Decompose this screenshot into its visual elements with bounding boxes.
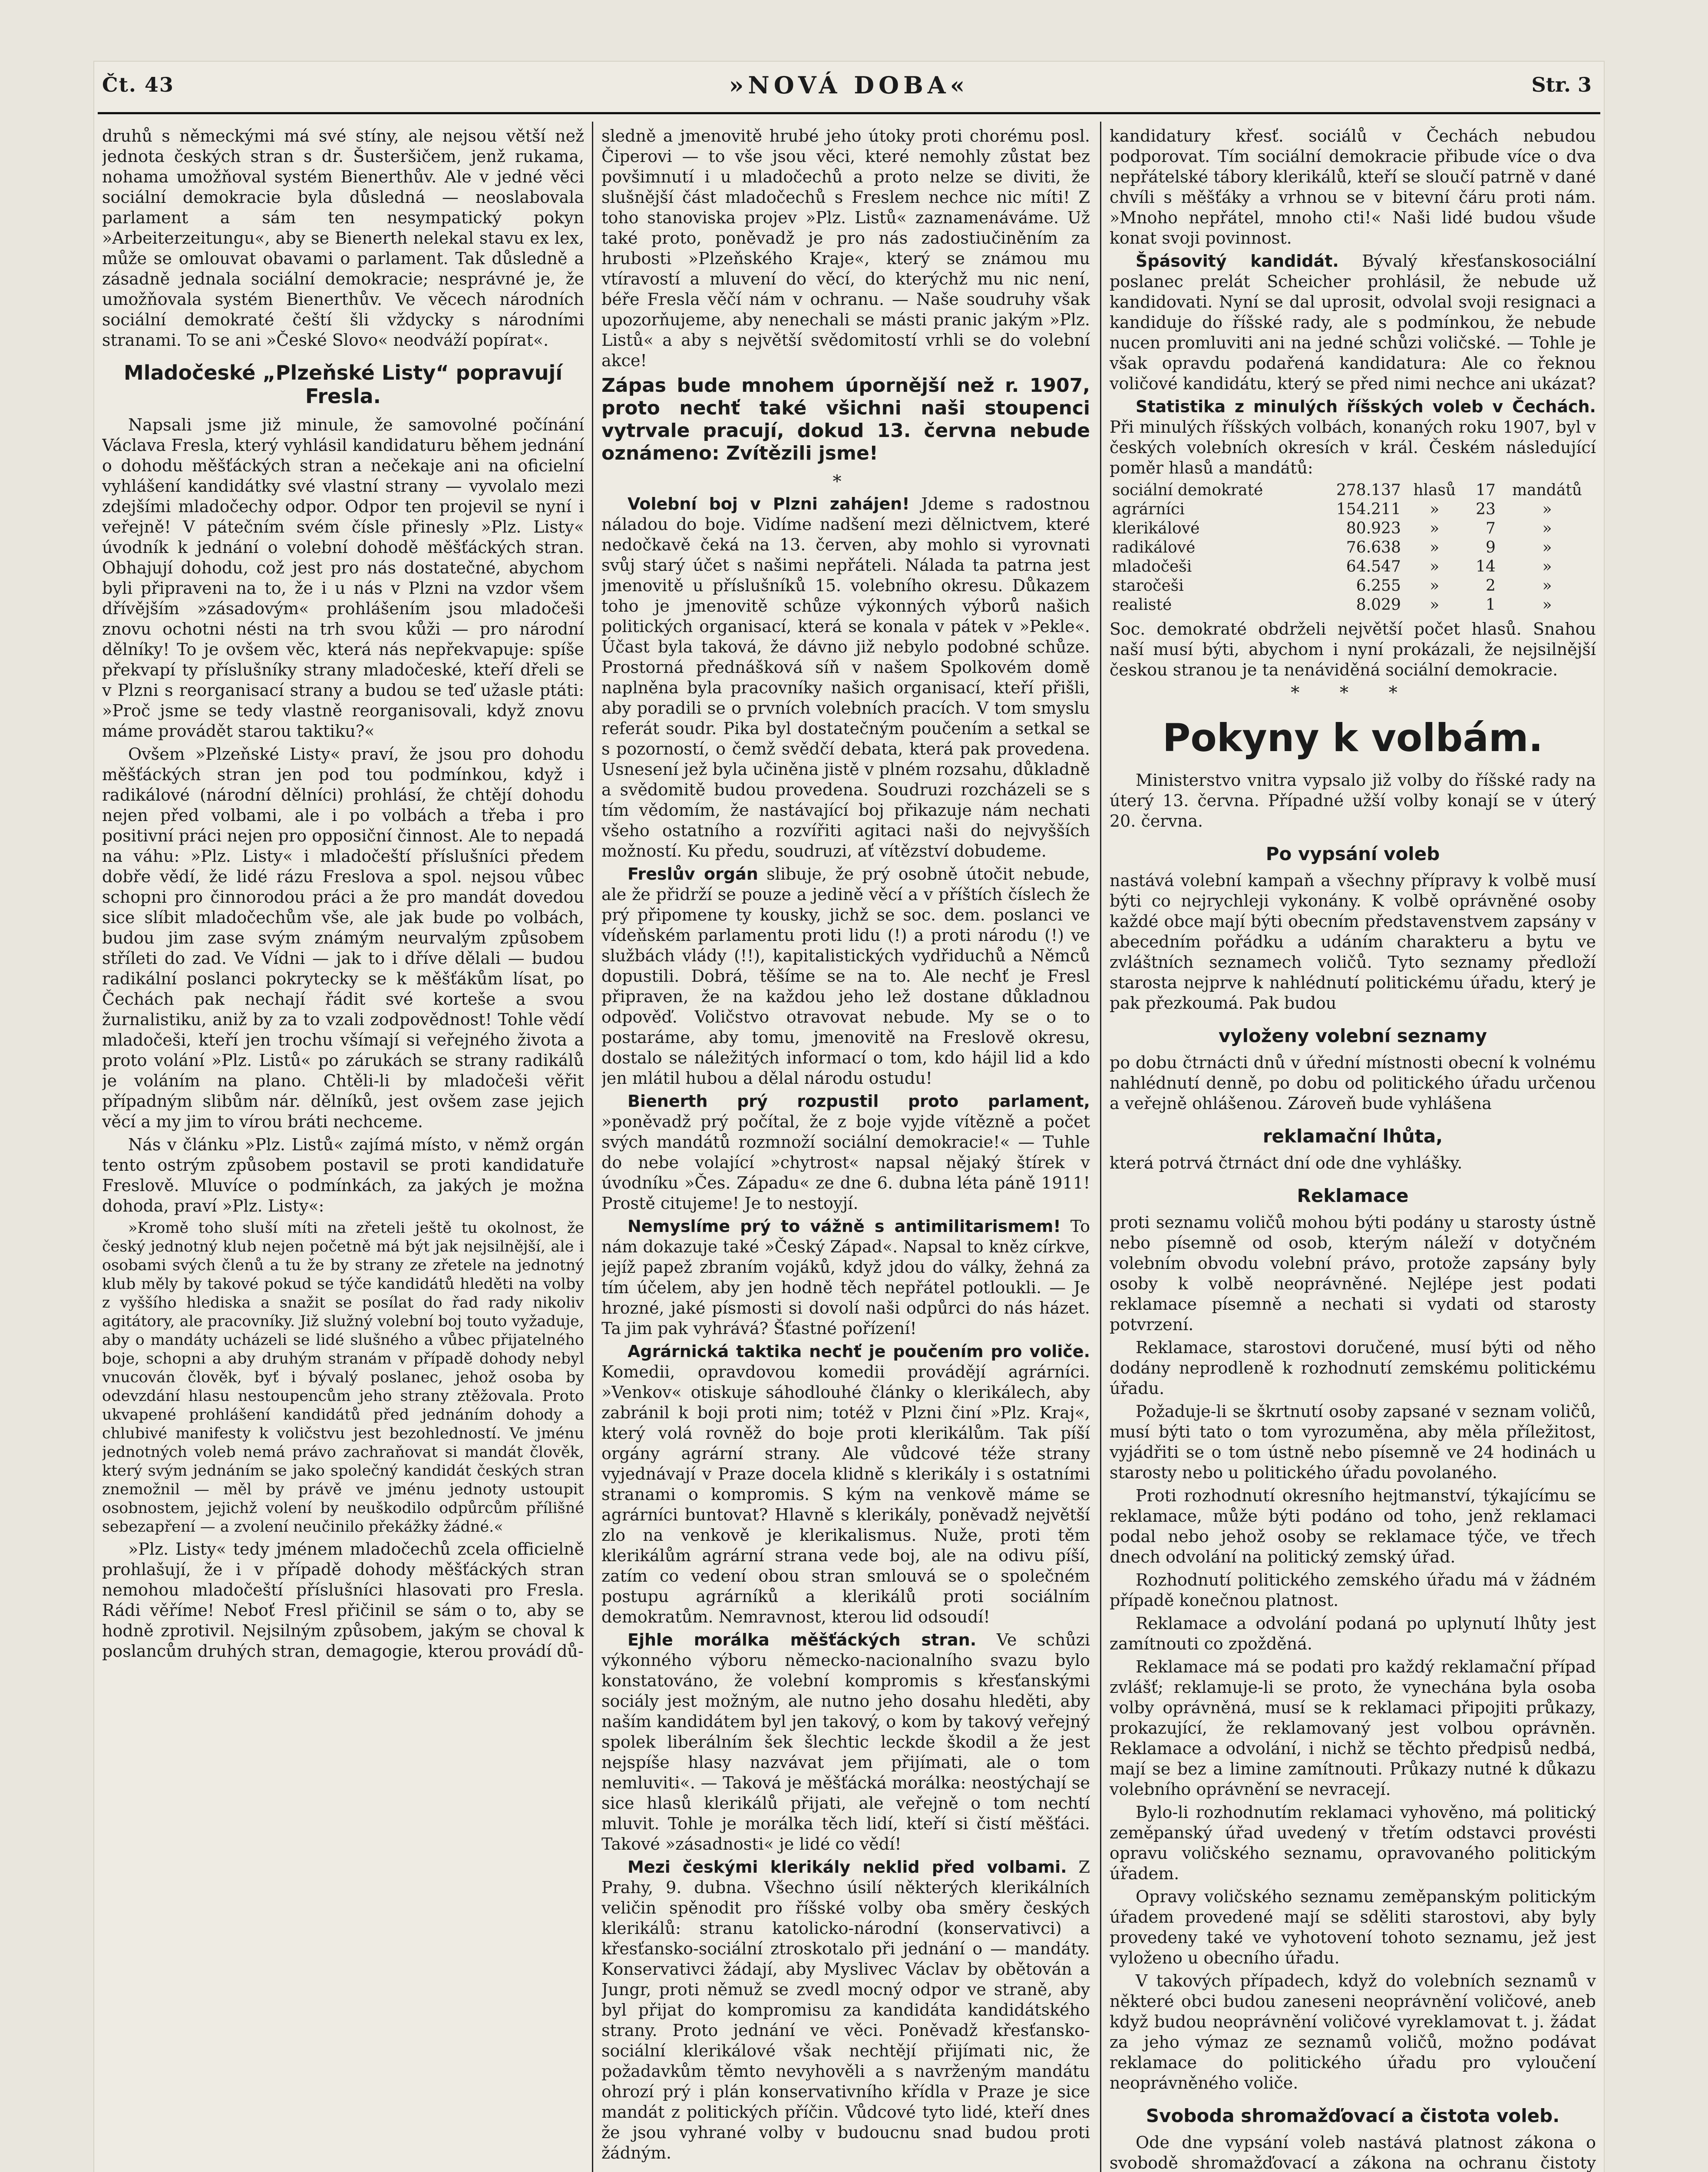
article-headline: Mladočeské „Plzeňské Listy“ popravují Fresla. <box>123 361 563 408</box>
stats-row <box>1110 596 1596 615</box>
stats-votes: 8.029 <box>1356 596 1401 614</box>
stats-party: agrárníci <box>1112 500 1185 518</box>
item-heading: Freslův orgán <box>628 864 758 884</box>
issue-number: Čt. 43 <box>102 73 174 96</box>
stats-votes: 64.547 <box>1346 558 1401 576</box>
article-text: Při minulých říšských volbách, konaných roku 1907, byl v českých volebních okresích v král. Českém následující poměr hlasů a mandátů: <box>1110 417 1596 477</box>
stats-mid: » <box>1430 558 1440 576</box>
article-text: slibuje, že prý osobně útočit nebude, ale že přidrží se pouze a jedině věcí a v příštích číslech že prý připomene ty kousky, jichž se soc. dem. poslanci ve vídeňském parlamentu proti lidu (!) a proti národu (!) ve službách vlády (!!), kapitalistických vydřiduchů a Němců dopustili. Dobrá, těšíme se na to. Ale nechť je Fresl připraven, že na každou jeho lež dostane důkladnou odpověď. Voličstvo otravovat nebude. My se o to postaráme, aby tomu, jmenovitě na Freslově okresu, dostalo se náležitých informací o tom, kdo hájil lid a kdo jen mlátil hubou a dělal národu ostudu! <box>601 864 1090 1088</box>
subheading: Svoboda shromažďovací a čistota voleb. <box>1146 2105 1560 2126</box>
section-banner: Pokyny k volbám. <box>1162 715 1543 760</box>
stats-unit: » <box>1542 577 1552 595</box>
stats-unit: » <box>1542 539 1552 556</box>
stats-mid: » <box>1430 596 1440 614</box>
newspaper-page <box>93 61 1605 2172</box>
call-to-action: Zápas bude mnohem úpornější než r. 1907, proto nechť také všichni naši stoupenci vytrvale pracují, dokud 13. června nebude oznámeno: Zvítězili jsme! <box>601 374 1090 464</box>
stats-unit: mandátů <box>1512 481 1582 499</box>
item-heading: Bienerth prý rozpustil proto parlament, <box>628 1092 1090 1111</box>
subheading: Reklamace <box>1297 1185 1409 1206</box>
stats-seats: 2 <box>1486 577 1496 595</box>
column-1 <box>102 126 584 2172</box>
stats-votes: 80.923 <box>1346 520 1401 537</box>
article-text: Bylo-li rozhodnutím reklamaci vyhověno, má politický zeměpanský úřad uvedený v třetím odstavci provésti opravu voličského seznamu, opravovaného politickým úřadem. <box>1110 1803 1596 1883</box>
article-text: proti seznamu voličů mohou býti podány u starosty ústně nebo písemně od osob, kterým náleží v dotyčném volebním obvodu volební právo, protože zapsány byly osoby k volbě neoprávněné. Nejlépe jest podati reklamace písemně a nechati si vydati od starosty potvrzení. <box>1110 1213 1596 1334</box>
quoted-text: »Kromě toho sluší míti na zřeteli ještě tu okolnost, že český jednotný klub nejen početně má být jak nejsilnější, ale i osobami svých členů a tu že by strany ze zřetele na jednotný klub měly by takové pokud se týče kandidátů hleděti na volby z vyššího hlediska a snažit se posílat do řad rady nikoliv agitátory, ale pracovníky. Již služný volební boj touto vyžaduje, aby o mandáty ucházeli se lidé slušného a vůbec přijatelného boje, schopni a aby druhým stranám v případě dohody nebyl vnucován člověk, byť i bývalý poslanec, jehož osoba by odevzdání hlasu nestoupencům jeho strany ztěžovala. Proto ukvapené prohlášení kandidátů před jednáním dohody a chlubivé manifesty k voličstvu jest bezohledností. Ve jménu jednotných voleb nemá právo zachraňovat si mandát člověk, který svým jednáním se jako společný kandidát českých stran znemožnil — měl by právě ve jménu jednoty ustoupit osobnostem, jejichž volení by neuškodilo odpůrcům přílišné sebezapření — a zvolení neučinilo překážky žádné.« <box>102 1219 584 1536</box>
stats-row <box>1110 519 1596 538</box>
stats-unit: » <box>1542 558 1552 576</box>
article-text: Rozhodnutí politického zemského úřadu má v žádném případě konečnou platnost. <box>1110 1570 1596 1610</box>
subheading: vyloženy volební seznamy <box>1218 1025 1487 1046</box>
stats-row <box>1110 557 1596 576</box>
column-3 <box>1110 126 1596 2172</box>
article-text: po dobu čtrnácti dnů v úřední místnosti obecní k volnému nahlédnutí denně, po dobu od politického úřadu určenou a veřejně ohlášenou. Zároveň bude vyhlášena <box>1110 1053 1596 1113</box>
item-heading: Špásovitý kandidát. <box>1136 252 1339 271</box>
item-heading: Volební boj v Plzni zahájen! <box>628 494 910 513</box>
article-text: Reklamace a odvolání podaná po uplynutí lhůty jest zamítnouti co zpožděná. <box>1110 1614 1596 1653</box>
article-text: V takových případech, když do volebních seznamů v některé obci budou zaneseni neoprávnění voličové, aneb když budou neoprávnění voličové vyreklamovat t. j. žádat za jeho výmaz ze seznamů voličů, možno podávat reklamace do politického úřadu pro vyloučení neoprávněného voliče. <box>1110 1971 1596 2093</box>
article-text: Reklamace, starostovi doručené, musí býti od něho dodány neprodleně k rozhodnutí zemskému politickému úřadu. <box>1110 1338 1596 1398</box>
separator-star: * <box>833 472 859 492</box>
stats-mid: » <box>1430 520 1440 537</box>
article-text: nastává volební kampaň a všechny přípravy k volbě musí býti co nejrychleji vykonány. K volbě oprávněné osoby každé obce mají býti obecním představenstvem zapsány v abecedním pořádku a udáním charakteru a bytu ve zvláštních seznamech voličů. Tyto seznamy předloží starosta nejprve k nahlédnutí politickému úřadu, který je pak přezkoumá. Pak budou <box>1110 871 1596 1013</box>
item-heading: Ejhle morálka měšťáckých stran. <box>628 1630 977 1649</box>
election-stats-table <box>1110 481 1596 615</box>
stats-seats: 23 <box>1476 500 1496 518</box>
stats-seats: 17 <box>1476 481 1496 499</box>
article-text: sledně a jmenovitě hrubé jeho útoky proti chorému posl. Čiperovi — to vše jsou věci, které nemohly zůstat bez povšimnutí i u mladočechů a proto nelze se diviti, že slušnější část mladočechů s Freslem nechce nic míti! Z toho stanoviska projev »Plz. Listů« zaznamenáváme. Už také proto, poněvadž je pro nás zadostiučiněním za hrubosti »Plzeňského Kraje«, který se známou mu vtíravostí a mluvení do věcí, do kterýchž mu nic není, béře Fresla věčí nám v ochranu. — Naše soudruhy však upozorňujeme, aby nenechali se másti pranic jakým »Plz. Listů« a aby s největší svědomitostí vrhli se do volební akce! <box>601 126 1090 370</box>
column-divider <box>592 122 593 2172</box>
article-text: kandidatury křesť. sociálů v Čechách nebudou podporovat. Tím sociální demokracie přibude více o dva nepřátelské tábory klerikálů, kteří se sloučí patrně v dané chvíli s měšťáky a vrhnou se v bitevní čáru proti nám. »Mnoho nepřátel, mnoho cti!« Naši lidé budou všude konat svoji povinnost. <box>1110 126 1596 248</box>
stats-party: klerikálové <box>1112 520 1200 537</box>
article-text: To nám dokazuje také »Český Západ«. Napsal to kněz církve, jejíž papež zbraním vojáků, když jdou do války, žehná za tím účelem, aby jen hodně těch nepřátel potloukli. — Je hrozné, jaké písmosti si dovolí naši odpůrci do nás házet. Ta jim pak vyhrává? Šťastné pořízení! <box>601 1217 1090 1338</box>
article-text: Proti rozhodnutí okresního hejtmanství, týkajícímu se reklamace, může býti podáno od toho, jenž reklamaci podal nebo jehož osoby se reklamace týče, ve třech dnech odvolání na politický zemský úřad. <box>1110 1486 1596 1566</box>
separator-stars: * * * <box>1291 683 1415 703</box>
stats-party: mladočeši <box>1112 558 1192 576</box>
subheading: reklamační lhůta, <box>1262 1126 1443 1147</box>
article-text: Požaduje-li se škrtnutí osoby zapsané v seznam voličů, musí býti tato o tom vyrozuměna, aby měla příležitost, vyjádřiti se o tom ústně nebo písemně ve 24 hodinách u starosty nebo u politického úřadu povolaného. <box>1110 1402 1596 1482</box>
article-text: »poněvadž prý počítal, že z boje vyjde vítězně a počet svých mandátů rozmnoží sociální demokracie!« — Tuhle do nebe volající »chytrost« napsal nějaký štírek v úvodníku »Čes. Západu« ze dne 6. dubna léta páně 1911! Prostě citujeme! Je to nestoyjí. <box>601 1112 1090 1213</box>
article-text: Nás v článku »Plz. Listů« zajímá místo, v němž orgán tento ostrým způsobem postavil se proti kandidatuře Freslově. Mluvíce o podmínkách, za jakých je možna dohoda, praví »Plz. Listy«: <box>102 1135 584 1215</box>
article-text: Soc. demokraté obdrželi největší počet hlasů. Snahou naší musí býti, abychom i nyní prokázali, že nejsilnější českou stranou je ta nenáviděná sociální demokracie. <box>1110 619 1596 679</box>
stats-unit: » <box>1542 500 1552 518</box>
article-text: Ve schůzi výkonného výboru německo-nacionalního svazu bylo konstatováno, že volební kompromis s křesťanskými sociály jest možným, ale nutno jeho dosahu hleděti, aby naším kandidátem byl jen takový, o kom by takový veřejný spolek liberálním šek šlechtic leckde škodil a že jest nejspíše hlasy nazvávat jem přijímati, ale o tom nemluviti«. — Taková je měšťácká morálka: neostýchají se sice hlasů klerikálů přijati, ale veřejně o tom nechtí mluvit. Tohle je morálka těch lidí, kteří si čistí měšťáci. Takové »zásadnosti« je lidé co vědí! <box>601 1630 1090 1854</box>
stats-unit: » <box>1542 520 1552 537</box>
article-text: Opravy voličského seznamu zeměpanským politickým úřadem provedené mají se sděliti starostovi, aby byly provedeny také ve vyhotovení tohoto seznamu, jež jest vyloženo u obecního úřadu. <box>1110 1887 1596 1967</box>
stats-mid: hlasů <box>1413 481 1456 499</box>
stats-votes: 278.137 <box>1336 481 1401 499</box>
article-text: Ovšem »Plzeňské Listy« praví, že jsou pro dohodu měšťáckých stran jen pod tou podmínkou, když i radikálové (národní dělníci) prohlásí, že chtějí dohodu nejen před volbami, ale i po volbách a třeba i pro positivní práci nejen pro opposiční činnost. Ale to nepadá na váhu: »Plz. Listy« i mladočeští příslušníci předem dobře vědí, že lidé rázu Freslova a spol. nejsou vůbec schopni pro činnorodou práci a že pro mandát dovedou sice slíbit mladočechům vše, ale jak bude po volbách, budou jim zase svým známým neurvalým způsobem stříleti do zad. Ve Vídni — jak to i dříve dělali — budou radikální poslanci pokrytecky se k měšťákům lísat, po Čechách pak nechají řádit své korteše a svou žurnalistiku, aniž by za to vzali zodpovědnost! Tohle vědí mladočeši, kteří jen trochu všímají si veřejného života a proto volání »Plz. Listů« po zárukách se strany radikálů je voláním na plano. Chtěli-li by mladočeši věřit případným slibům nár. dělníků, jest ovšem zase jejich věcí a my jim to vírou bráti nechceme. <box>102 745 584 1131</box>
article-text: která potrvá čtrnáct dní ode dne vyhlášky. <box>1110 1153 1463 1172</box>
article-text: Ode dne vypsání voleb nastává platnost zákona o svobodě shromažďovací a zákona na ochranu čistoty <box>1110 2133 1596 2172</box>
stats-row <box>1110 538 1596 557</box>
article-text: Bývalý křesťanskosociální poslanec prelát Scheicher prohlásil, že nebude už kandidovati. Nyní se dal uprosit, odvolal svoji resignaci a kandiduje do říšské rady, ale s podmínkou, že nebude nucen promluviti ani na jedné schůzi voličské. — Tohle je však opravdu podařená kandidatura: Ale co řeknou voličové kandidátu, který se před nimi nechce ani ukázat? <box>1110 252 1596 393</box>
stats-votes: 76.638 <box>1346 539 1401 556</box>
page-number: Str. 3 <box>1531 73 1592 96</box>
stats-row <box>1110 481 1596 500</box>
stats-mid: » <box>1430 500 1440 518</box>
subheading: Po vypsání voleb <box>1265 843 1440 864</box>
stats-seats: 7 <box>1486 520 1496 537</box>
newspaper-title: »NOVÁ DOBA« <box>729 71 969 99</box>
stats-votes: 154.211 <box>1336 500 1401 518</box>
article-text: »Plz. Listy« tedy jménem mladočechů zcela officielně prohlašují, že i v případě dohody měšťáckých stran nemohou mladočeští příslušníci hlasovati pro Fresla. Rádi věříme! Neboť Fresl přičinil se sám o to, aby se hodně zprotivil. Nejsilným způsobem, jakým se choval k poslancům druhých stran, demagogie, kterou provádí dů- <box>102 1540 584 1661</box>
stats-seats: 1 <box>1486 596 1496 614</box>
article-text: Napsali jsme již minule, že samovolné počínání Václava Fresla, který vyhlásil kandidaturu během jednání o dohodu měšťáckých stran a nečekaje ani na oficielní vyhlášení kandidátky své vlastní strany — vyvolalo mezi zdejšími mladočechy odpor. Odpor ten projevil se nyní i veřejně! V pátečním svém čísle přinesly »Plz. Listy« úvodník k jednání o volební dohodě měšťáckých stran. Obhajují dohodu, což jest pro nás dostatečné, abychom byli připraveni na to, že i u nás v Plzni na vzdor všem dřívějším »zásadovým« prohlášením jsou mladočeši znovu ochotni nésti na trh svou kůži — pro národní dělníky! To je ovšem věc, která nás nepřekvapuje: spíše překvapí ty příslušníky strany mladočeské, kteří dřeli se v Plzni s reorganisací strany a budou se teď užasle ptáti: »Proč jsme se tedy vlastně reorganisovali, když znovu máme provádět starou taktiku?« <box>102 415 584 741</box>
stats-party: sociální demokraté <box>1112 481 1263 499</box>
item-heading: Statistika z minulých říšských voleb v Čechách. <box>1136 397 1596 416</box>
stats-votes: 6.255 <box>1356 577 1401 595</box>
stats-party: radikálové <box>1112 539 1196 556</box>
article-text: Z Prahy, 9. dubna. Všechno úsilí některých klerikálních veličin spěnodit pro říšské volby oba směry českých klerikálů: stranu katolicko-národní (konservativci) a křesťansko-sociální ztroskotalo při jednání o — mandáty. Konservativci žádají, aby Myslivec Václav by obětován a Jungr, proti němuž se zvedl mocný odpor ve straně, aby byl přijat do kompromisu za kandidáta kandidátského strany. Proto jednání ve věci. Poněvadž křesťansko-sociální klerikálové však nechtějí přijímati nic, že požadavkům těmto nevyhověli a s navrženým mandátu ohrozí prý i plán konservativního křídla v Praze je sice mandát z politických příčin. Vůdcové tyto lidé, kteří dnes že jsou vyhrané volby v budoucnu snad budou proti žádným. <box>601 1857 1090 2162</box>
stats-mid: » <box>1430 577 1440 595</box>
stats-party: staročeši <box>1112 577 1184 595</box>
article-text: Jdeme s radostnou náladou do boje. Vidíme nadšení mezi dělnictvem, které nedočkavě čeká na 13. červen, aby mohlo si vyrovnati svůj starý účet s našimi nepřáteli. Nálada ta patrna jest jmenovitě u příslušníků 15. volebního okresu. Důkazem toho je jmenovitě schůze výkonných výborů našich politických organisací, která se konala v pátek v »Pekle«. Účast byla taková, že dávno již nebylo podobné schůze. Prostorná přednášková síň v našem Spolkovém domě naplněna byla pracovníky našich organisací, kteří přišli, aby poradili se o prvních volebních pracích. V tom smyslu referát soudr. Pika byl dostatečným poučením a setkal se s pozorností, o čemž svědčí debata, která pak provedena. Usnesení jež byla učiněna jistě v plném rozsahu, důkladně a svědomitě budou provedena. Soudruzi rozcházeli se s tím vědomím, že nastávající boj přikazuje nám nechati všeho ostatního a rozvířiti agitaci naši do nejvyšších možností. Ku předu, soudruzi, ať vítězství dobudeme. <box>601 494 1090 861</box>
stats-seats: 14 <box>1476 558 1496 576</box>
article-text: Komedii, opravdovou komedii provádějí agrárníci. »Venkov« otiskuje sáhodlouhé články o klerikálech, aby zabránil k boji proti nim; totéž v Plzni činí »Plz. Kraj«, který volá rovněž do boje proti klerikálům. Tak píší orgány agrární strany. Ale vůdcové téže strany vyjednávají v Praze docela klidně s klerikály i s ostatními stranami o kompromis. S kým na venkově máme se agrárníci buntovat? Hlavně s klerikály, poněvadž největší zlo na venkově je klerikalismus. Nuže, proti těm klerikálům agrární strana vede boj, ale na odivu píší, zatím co vedení obou stran smlouvá se o společném postupu agrárníků a klerikálů proti sociálním demokratům. Nemravnost, kterou lid odsoudí! <box>601 1362 1090 1626</box>
item-heading: Nemyslíme prý to vážně s antimilitarismem! <box>628 1217 1061 1236</box>
stats-row <box>1110 576 1596 596</box>
article-text: Reklamace má se podati pro každý reklamační případ zvlášť; reklamuje-li se proto, že vynechána byla osoba volby oprávněná, musí se k reklamaci připojiti průkazy, prokazující, že reklamovaný jest volbou oprávněn. Reklamace a odvolání, i nichž se těchto předpisů nedbá, mají se bez a limine zamítnouti. Průkazy nutné k důkazu volebního oprávnění se nevracejí. <box>1110 1657 1596 1799</box>
stats-mid: » <box>1430 539 1440 556</box>
stats-seats: 9 <box>1486 539 1496 556</box>
article-text: druhů s německými má své stíny, ale nejsou větší než jednota českých stran s dr. Šusteršičem, jenž rukama, nohama umožňoval systém Bienerthův. Ale v jedné věci sociální demokracie byla důsledná — neoslabovala parlament a sám ten nesympatický pokyn »Arbeiterzeitungu«, aby se Bienerth nelekal stavu ex lex, může se omlouvat obavami o parlament. Tak důsledně a zásadně jednala sociální demokracie; nesprávné je, že umožňovala systém Bienerthův. Ve věcech národních sociální demokraté čeští šli vždycky s národními stranami. To se ani »České Slovo« neodváží popírat«. <box>102 126 584 350</box>
stats-unit: » <box>1542 596 1552 614</box>
masthead <box>93 65 1605 109</box>
article-text: Ministerstvo vnitra vypsalo již volby do říšské rady na úterý 13. června. Případné užší volby konají se v úterý 20. června. <box>1110 771 1596 831</box>
item-heading: Agrárnická taktika nechť je poučením pro voliče. <box>628 1342 1090 1361</box>
masthead-rule <box>98 112 1600 114</box>
stats-row <box>1110 500 1596 519</box>
stats-party: realisté <box>1112 596 1172 614</box>
item-heading: Mezi českými klerikály neklid před volbami. <box>628 1857 1067 1877</box>
column-divider <box>1100 122 1101 2172</box>
column-2 <box>601 126 1090 2172</box>
